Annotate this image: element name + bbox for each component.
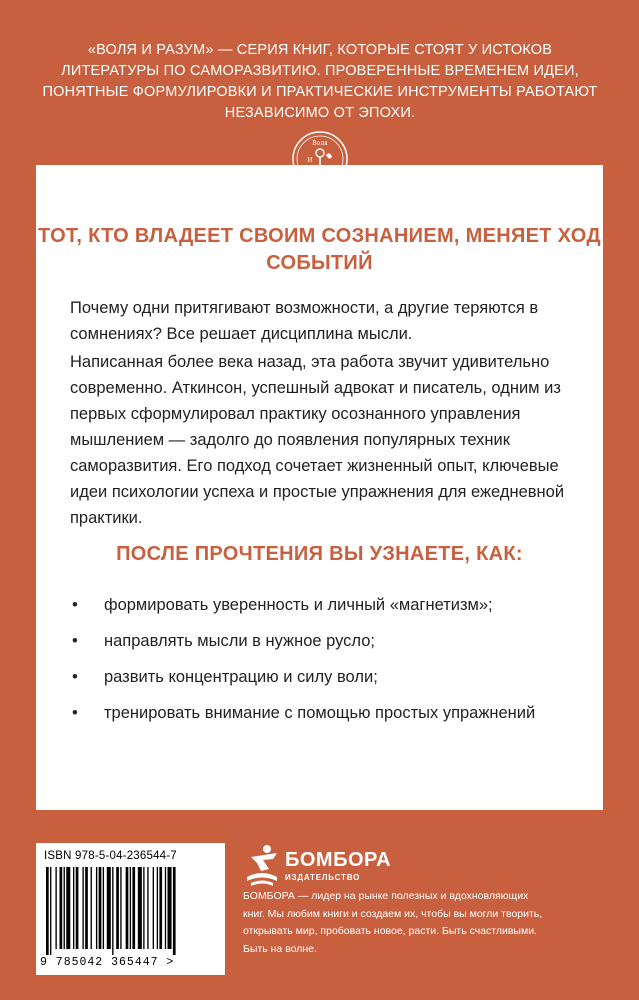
list-item-text: развить концентрацию и силу воли; [104,668,378,686]
barcode-bar [46,867,49,955]
barcode-bar [85,867,88,949]
barcode-bar [64,867,65,949]
barcode-bar [66,867,70,949]
content-panel [36,165,603,810]
leaping-figure-icon [243,843,281,887]
bullet-marker: • [72,668,78,686]
main-headline: ТОТ, КТО ВЛАДЕЕТ СВОИМ СОЗНАНИЕМ, МЕНЯЕТ ХОД СОБЫТИЙ [38,225,601,274]
list-item [70,664,570,690]
barcode-bar [96,867,97,949]
barcode-bar [50,867,51,955]
barcode-bar [143,867,144,949]
barcode-bar [126,867,129,949]
barcode-bar [153,867,154,949]
bullet-marker: • [72,596,78,614]
barcode-bar [159,867,162,949]
barcode-bar [99,867,102,949]
series-description: «ВОЛЯ И РАЗУМ» — СЕРИЯ КНИГ, КОТОРЫЕ СТОЯТ У ИСТОКОВ ЛИТЕРАТУРЫ ПО САМОРАЗВИТИЮ. ПРОВЕРЕННЫЕ ВРЕМЕНЕМ ИДЕИ, ПОНЯТНЫЕ ФОРМУЛИРОВКИ И ПРАКТИЧЕСКИЕ ИНСТРУМЕНТЫ РАБОТАЮТ НЕЗАВИСИМО ОТ ЭПОХИ. [42,42,598,121]
list-item [70,628,570,654]
barcode-bar [107,867,111,949]
bullet-marker: • [72,704,78,722]
publisher-logo [243,843,443,887]
barcode-bar [120,867,121,949]
barcode-bar [138,867,142,949]
isbn-label: ISBN 978-5-04-236544-7 [44,850,177,862]
publisher-description: БОМБОРА — лидер на рынке полезных и вдохновляющих книг. Мы любим книги и создаем их, чтобы вы могли творить, открывать мир, пробовать новое, расти. Быть счастливыми. Быть на волне. [243,890,543,955]
publisher-name: БОМБОРА [285,849,392,871]
barcode-bar [173,867,176,955]
barcode-bar [130,867,131,949]
list-item-text: направлять мысли в нужное русло; [104,632,376,650]
benefits-heading: ПОСЛЕ ПРОЧТЕНИЯ ВЫ УЗНАЕТЕ, КАК: [116,543,523,565]
barcode-bar [116,867,119,949]
list-item-text: формировать уверенность и личный «магнетизм»; [104,596,493,614]
barcode-icon [42,867,219,955]
publisher-subtitle: ИЗДАТЕЛЬСТВО [285,873,361,882]
barcode-bar [112,867,113,955]
description-paragraph: Написанная более века назад, эта работа звучит удивительно современно. Аткинсон, успешный адвокат и писатель, одним из первых сформулировал практику осознанного управления мышлением — задолго до появления популярных техник саморазвития. Его подход сочетает жизненный опыт, ключевые идеи психологии успеха и простые упражнения для ежедневной практики. [70,353,565,527]
barcode-bar [91,867,92,949]
barcode-bar [165,867,166,949]
barcode-bar [147,867,148,949]
emblem-top-text: Воля [312,140,328,147]
barcode-bar [60,867,63,949]
barcode-bar [55,867,56,949]
intro-paragraph: Почему одни притягивают возможности, а другие теряются в сомнениях? Все решает дисциплина мысли. [70,299,539,343]
barcode-box [36,843,225,975]
bullet-marker: • [72,632,78,650]
list-item-text: тренировать внимание с помощью простых упражнений [104,704,536,722]
barcode-bar [76,867,79,949]
barcode-bar [82,867,83,949]
barcode-number: 9 785042 365447 > [40,956,175,969]
barcode-bar [103,867,104,949]
barcode-bar [73,867,74,949]
benefits-list [70,592,570,736]
emblem-left-text: И [307,157,313,164]
list-item [70,700,570,726]
barcode-bar [168,867,172,949]
barcode-bar [132,867,135,949]
barcode-bar [157,867,158,949]
list-item [70,592,570,618]
